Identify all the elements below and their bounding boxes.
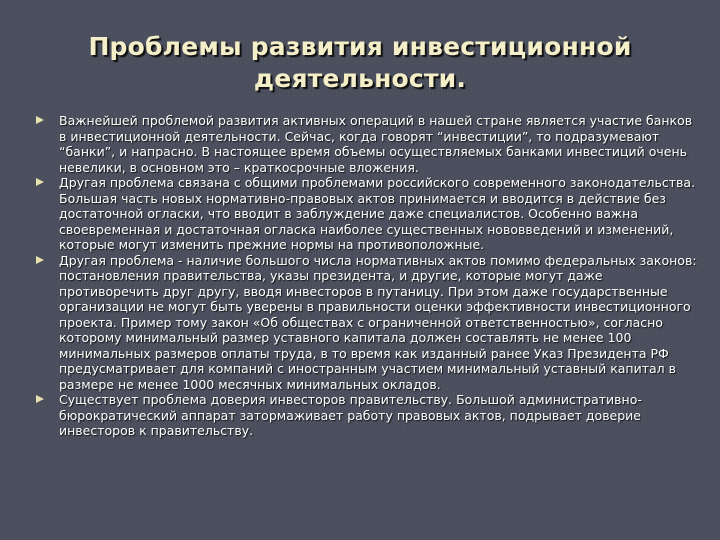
bullet-item-regulatory-acts-problem: [34, 253, 698, 393]
bullet-item-investment-problem: [34, 113, 698, 175]
triangle-bullet-icon: [36, 395, 44, 403]
bullet-text: Важнейшей проблемой развития активных операций в нашей стране является участие банков в инвестиционной деятельности. Сейчас, когда говорят “инвестиции”, то подразумевают “банки”, и напрасно. В настоящее время объемы осуществляемых банками инвестиций очень невелики, в основном это – краткосрочные вложения.: [59, 113, 693, 175]
triangle-bullet-icon: [36, 178, 44, 186]
triangle-bullet-icon: [36, 116, 44, 124]
bullet-item-trust-problem: [34, 392, 698, 439]
bullet-text: Существует проблема доверия инвесторов правительству. Большой административно-бюрократический аппарат затормаживает работу правовых актов, подрывает доверие инвесторов к правительству.: [59, 392, 642, 438]
bullet-text: Другая проблема - наличие большого числа нормативных актов помимо федеральных законов: постановления правительства, указы президента, и другие, которые могут даже противоречить друг другу, вводя инвесторов в путаницу. При этом даже государственные организации не могут быть уверены в правильности оценки эффективности инвестиционного проекта. Пример тому закон «Об обществах с ограниченной ответственностью», согласно которому минимальный размер уставного капитала должен составлять не менее 100 минимальных размеров оплаты труда, в то время как изданный ранее Указ Президента РФ предусматривает для компаний с иностранным участием минимальный уставный капитал в размере не менее 1000 месячных минимальных окладов.: [59, 252, 697, 392]
slide-title: Проблемы развития инвестиционной деятельности.: [88, 32, 632, 93]
bullet-text: Другая проблема связана с общими проблемами российского современного законодательства. Большая часть новых нормативно-правовых актов принимается и вводится в действие без достаточной огласки, что вводит в заблуждение даже специалистов. Особенно важна своевременная и достаточная огласка наиболее существенных нововведений и изменений, которые могут изменить прежние нормы на противоположные.: [59, 175, 696, 252]
triangle-bullet-icon: [36, 256, 44, 264]
bullet-item-legislation-problem: [34, 175, 698, 253]
bullet-list: [34, 113, 698, 439]
